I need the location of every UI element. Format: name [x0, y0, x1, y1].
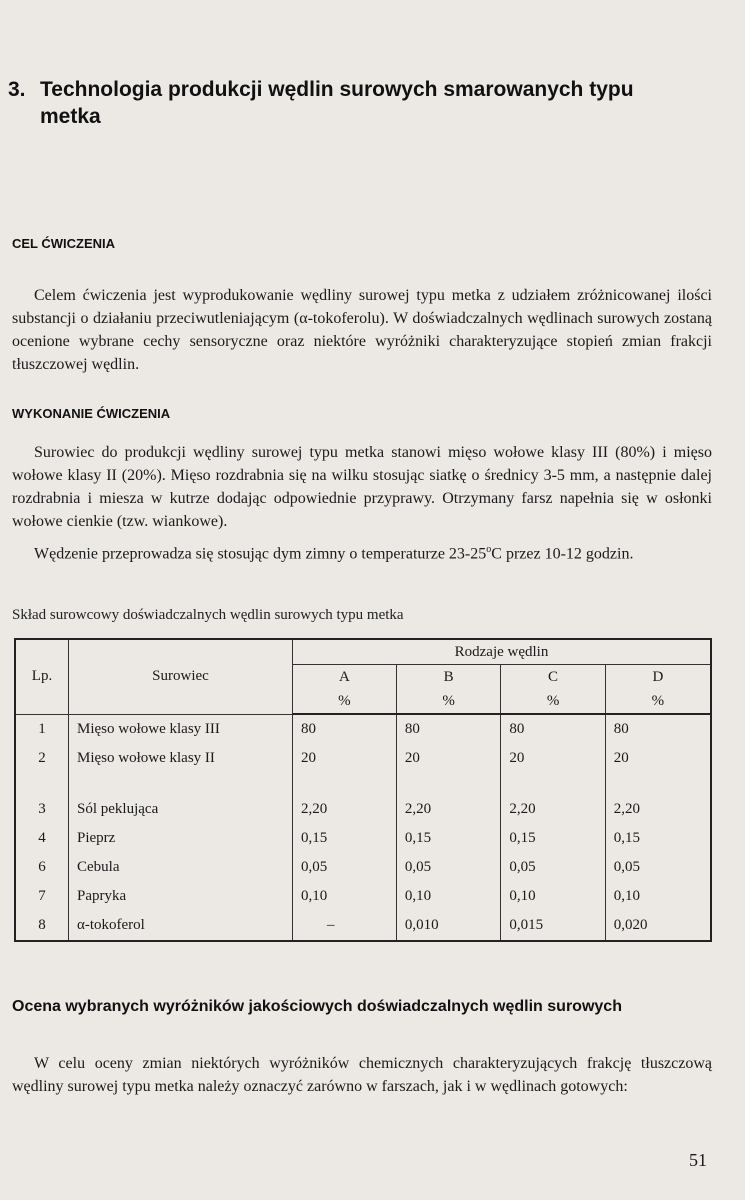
row-name: Pieprz: [69, 824, 293, 853]
table-row: [15, 795, 711, 824]
row-value-b: 2,20: [396, 795, 500, 824]
row-lp: 7: [15, 882, 69, 911]
header-variant-b: B: [396, 665, 500, 690]
final-paragraph: W celu oceny zmian niektórych wyróżników chemicznych charakteryzujących frakcję tłuszczową wędliny surowej typu metka należy oznaczyć zarówno w farszach, jak i w wędlinach gotowych:: [12, 1055, 712, 1095]
chapter-number: 3.: [8, 78, 26, 101]
table-row: [15, 882, 711, 911]
table-row: [15, 853, 711, 882]
row-value-d: 80: [605, 714, 711, 744]
header-unit-d: %: [605, 689, 711, 714]
row-value-d: 20: [605, 744, 711, 773]
table-row: [15, 744, 711, 773]
page-number: 51: [689, 1150, 707, 1170]
header-variant-d: D: [605, 665, 711, 690]
row-value-c: 0,15: [501, 824, 605, 853]
execution-paragraph-1: Surowiec do produkcji wędliny surowej typu metka stanowi mięso wołowe klasy III (80%) i mięso wołowe klasy II (20%). Mięso rozdrabnia się na wilku stosując siatkę o średnicy 3-5 mm, a następnie dalej rozdrabnia i miesza w kutrze dodając odpowiednie przyprawy. Otrzymany farsz napełnia się w osłonki wołowe cienkie (tzw. wiankowe).: [12, 444, 712, 530]
row-name: Sól peklująca: [69, 795, 293, 824]
row-value-a: 80: [293, 714, 397, 744]
row-lp: 6: [15, 853, 69, 882]
row-value-c: 20: [501, 744, 605, 773]
table-row: [15, 824, 711, 853]
row-value-c: 0,05: [501, 853, 605, 882]
row-value-a: 0,10: [293, 882, 397, 911]
row-lp: 1: [15, 714, 69, 744]
composition-table: [14, 638, 712, 942]
chapter-title: Technologia produkcji wędlin surowych smarowanych typu metka: [40, 78, 634, 128]
chapter-heading: [8, 76, 708, 130]
header-lp: Lp.: [15, 639, 69, 714]
row-value-a: –: [293, 911, 397, 941]
row-value-b: 0,010: [396, 911, 500, 941]
row-value-a: 20: [293, 744, 397, 773]
row-value-b: 0,10: [396, 882, 500, 911]
row-value-c: 0,10: [501, 882, 605, 911]
row-lp: 2: [15, 744, 69, 773]
quality-subheading: Ocena wybranych wyróżników jakościowych doświadczalnych wędlin surowych: [12, 998, 622, 1015]
row-value-a: 2,20: [293, 795, 397, 824]
header-raw-material: Surowiec: [69, 639, 293, 714]
row-value-c: 80: [501, 714, 605, 744]
row-value-c: 2,20: [501, 795, 605, 824]
smoking-text-start: Wędzenie przeprowadza się stosując dym zimny o temperaturze 23-25: [34, 545, 487, 563]
row-value-b: 20: [396, 744, 500, 773]
execution-label: WYKONANIE ĆWICZENIA: [12, 406, 171, 421]
row-value-c: 0,015: [501, 911, 605, 941]
row-value-d: 0,020: [605, 911, 711, 941]
goal-label: CEL ĆWICZENIA: [12, 236, 116, 251]
goal-paragraph: Celem ćwiczenia jest wyprodukowanie wędliny surowej typu metka z udziałem zróżnicowanej ilości substancji o działaniu przeciwutleniającym (α-tokoferolu). W doświadczalnych wędlinach surowych zostaną ocenione wybrane cechy sensoryczne oraz niektóre wyróżniki charakteryzujące stopień zmian frakcji tłuszczowej wędlin.: [12, 287, 712, 373]
row-value-d: 0,05: [605, 853, 711, 882]
row-lp: 4: [15, 824, 69, 853]
row-name: α-tokoferol: [69, 911, 293, 941]
execution-paragraph-2: [12, 538, 712, 565]
table-row: [15, 911, 711, 941]
header-variant-a: A: [293, 665, 397, 690]
row-lp: 8: [15, 911, 69, 941]
header-variant-c: C: [501, 665, 605, 690]
row-name: Mięso wołowe klasy II: [69, 744, 293, 773]
row-value-d: 0,15: [605, 824, 711, 853]
row-value-d: 0,10: [605, 882, 711, 911]
header-unit-a: %: [293, 689, 397, 714]
row-name: Cebula: [69, 853, 293, 882]
row-name: Papryka: [69, 882, 293, 911]
header-unit-b: %: [396, 689, 500, 714]
row-value-d: 2,20: [605, 795, 711, 824]
row-value-a: 0,15: [293, 824, 397, 853]
smoking-text-end: C przez 10-12 godzin.: [491, 545, 634, 563]
row-value-b: 0,05: [396, 853, 500, 882]
row-value-b: 0,15: [396, 824, 500, 853]
header-variants-group: Rodzaje wędlin: [293, 639, 712, 665]
table-caption: Skład surowcowy doświadczalnych wędlin surowych typu metka: [12, 607, 404, 623]
row-value-a: 0,05: [293, 853, 397, 882]
row-name: Mięso wołowe klasy III: [69, 714, 293, 744]
table-row: [15, 714, 711, 744]
degree-sup: o: [486, 544, 492, 555]
row-lp: 3: [15, 795, 69, 824]
table-spacer-row: [15, 773, 711, 795]
header-unit-c: %: [501, 689, 605, 714]
row-value-b: 80: [396, 714, 500, 744]
